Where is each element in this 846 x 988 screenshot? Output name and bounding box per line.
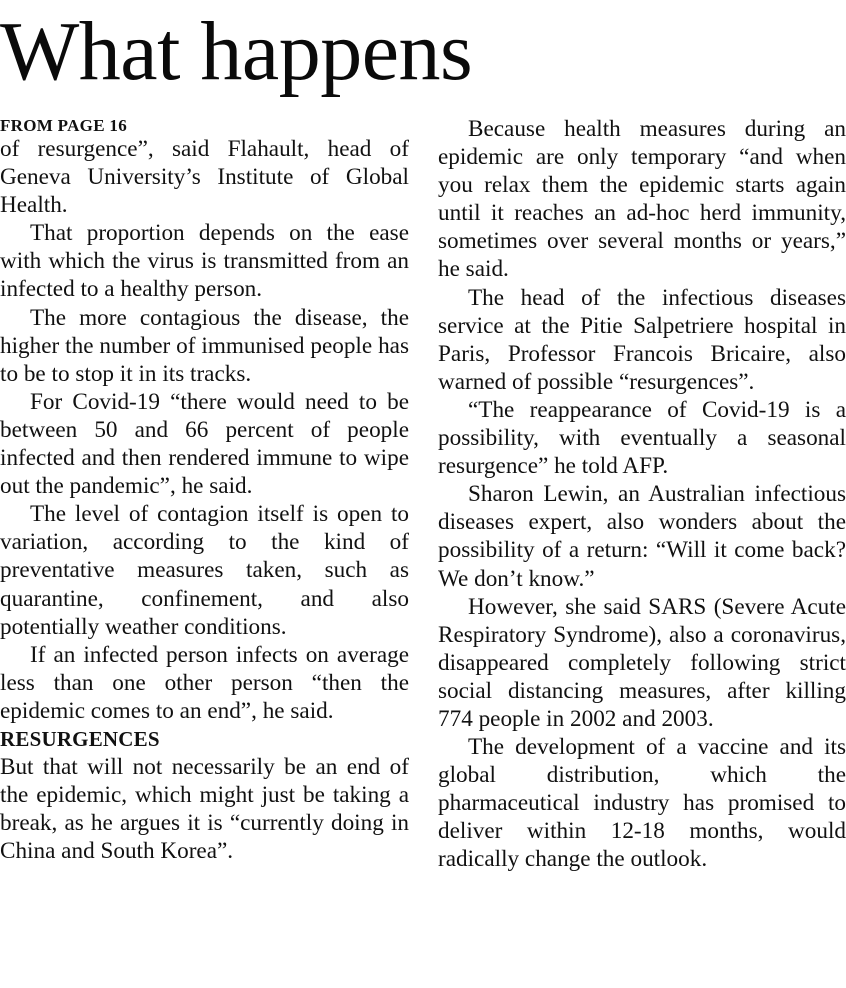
- article-paragraph: Because health measures during an epidemic are only temporary “and when you relax them the epidemic starts again until it reaches an ad-hoc herd immunity, sometimes over several months or years,” he said.: [438, 116, 846, 283]
- article-paragraph: However, she said SARS (Severe Acute Respiratory Syndrome), also a coronavirus, disappeared completely following strict social distancing measures, after killing 774 people in 2002 and 2003.: [438, 593, 846, 732]
- article-headline: What happens: [0, 5, 473, 98]
- article-paragraph: The development of a vaccine and its global distribution, which the pharmaceutical industry has promised to deliver within 12-18 months, would radically change the outlook.: [438, 734, 846, 873]
- article-paragraph: The head of the infectious diseases service at the Pitie Salpetriere hospital in Paris, Professor Francois Bricaire, also warned of possible “resurgences”.: [438, 284, 846, 395]
- article-paragraph: For Covid-19 “there would need to be between 50 and 66 percent of people infected and then rendered immune to wipe out the pandemic”, he said.: [0, 388, 409, 500]
- article-column-right: [438, 115, 846, 874]
- article-paragraph: “The reappearance of Covid-19 is a possibility, with eventually a seasonal resurgence” he told AFP.: [438, 396, 846, 480]
- article-paragraph: But that will not necessarily be an end of the epidemic, which might just be taking a break, as he argues it is “currently doing in China and South Korea”.: [0, 754, 409, 865]
- article-paragraph: of resurgence”, said Flahault, head of Geneva University’s Institute of Global Health.: [0, 136, 409, 219]
- article-paragraph: The level of contagion itself is open to variation, according to the kind of preventative measures taken, such as quarantine, confinement, and also potentially weather conditions.: [0, 501, 409, 640]
- article-column-left: [0, 116, 409, 865]
- section-subhead: RESURGENCES: [0, 726, 160, 751]
- article-paragraph: That proportion depends on the ease with which the virus is transmitted from an infected to a healthy person.: [0, 220, 409, 303]
- article-paragraph: If an infected person infects on average less than one other person “then the epidemic comes to an end”, he said.: [0, 641, 409, 724]
- article-paragraph: The more contagious the disease, the higher the number of immunised people has to be to stop it in its tracks.: [0, 304, 409, 387]
- continued-from-label: FROM PAGE 16: [0, 116, 127, 135]
- article-paragraph: Sharon Lewin, an Australian infectious diseases expert, also wonders about the possibility of a return: “Will it come back? We don’t know.”: [438, 481, 846, 592]
